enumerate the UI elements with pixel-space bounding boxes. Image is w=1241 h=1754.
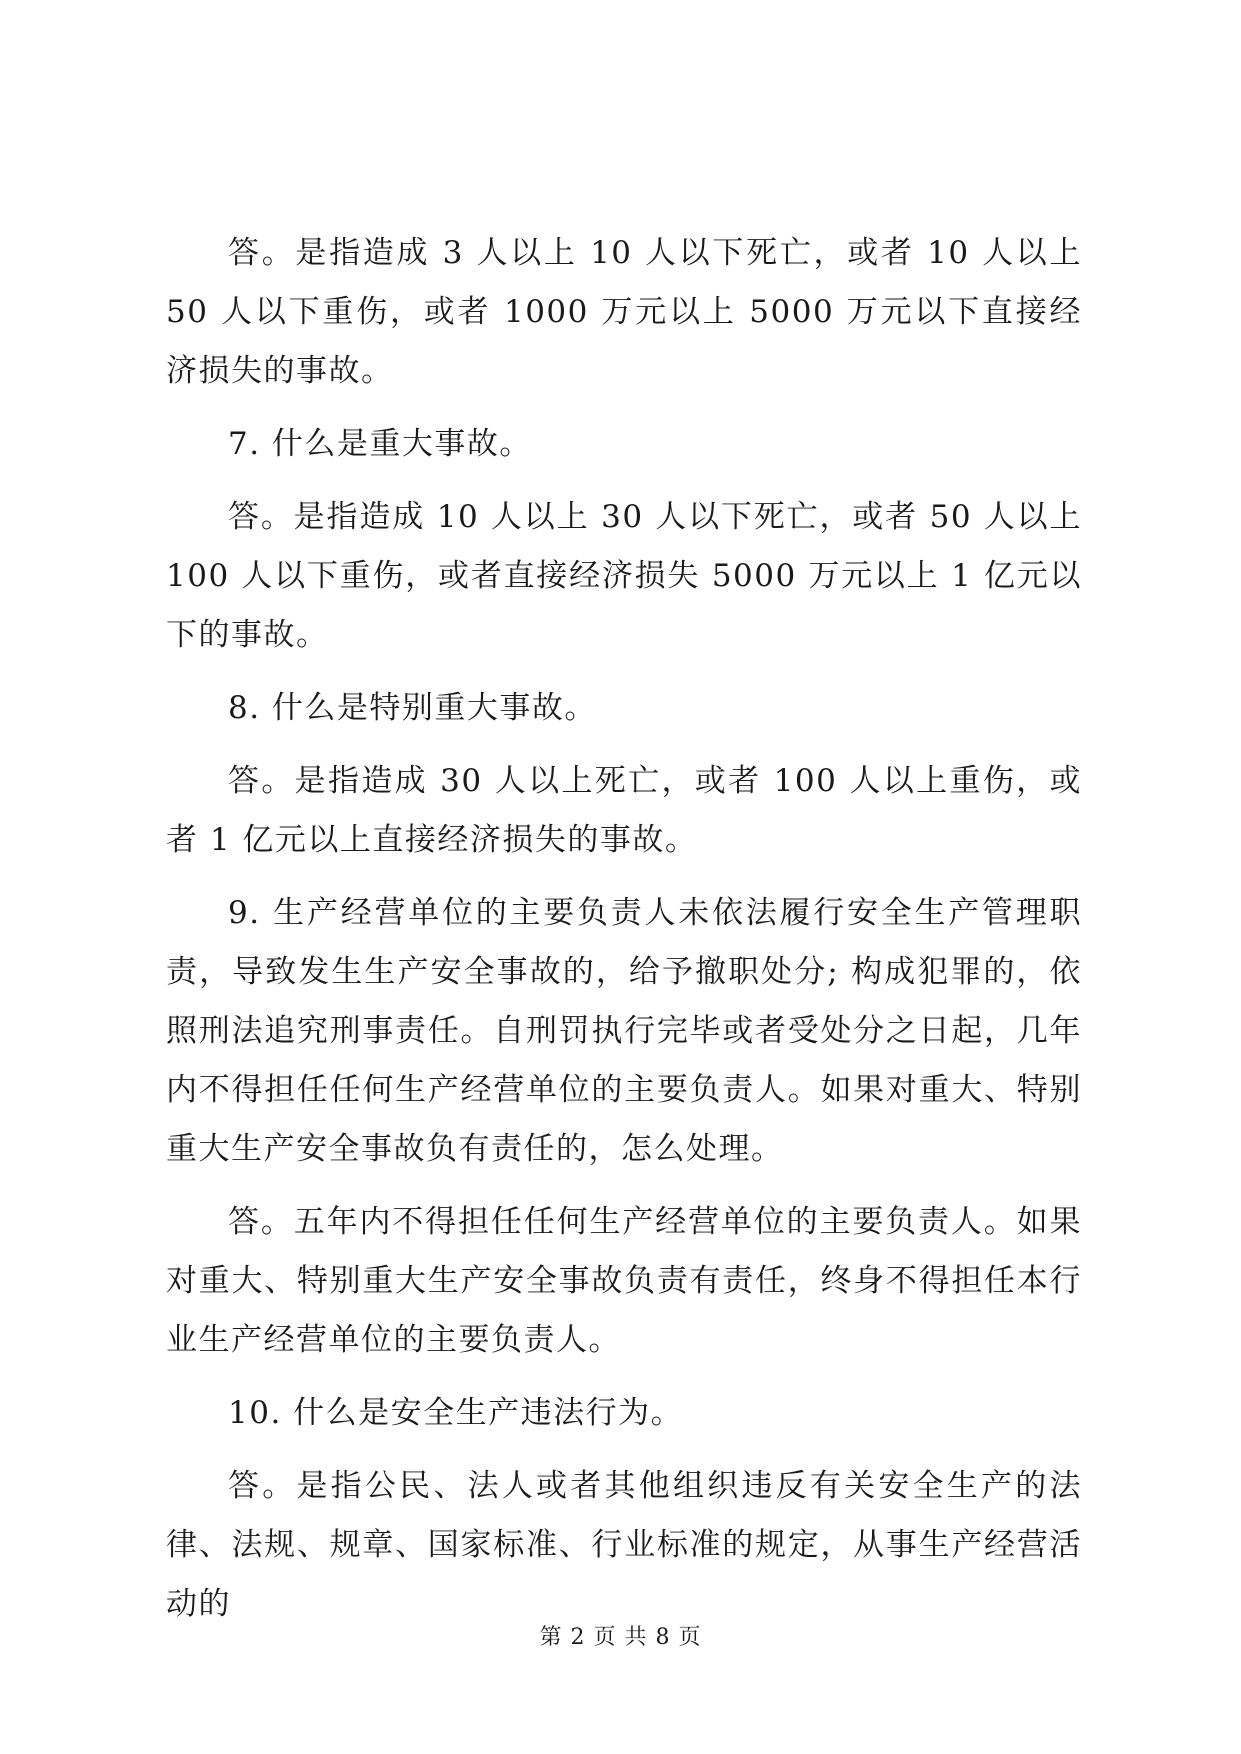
paragraph-answer-8: 答。是指造成 30 人以上死亡，或者 100 人以上重伤，或者 1 亿元以上直接经济损失的事故。 [166, 763, 1082, 858]
paragraph-question-8: 8. 什么是特别重大事故。 [228, 690, 597, 726]
paragraph-answer-10: 答。是指公民、法人或者其他组织违反有关安全生产的法律、法规、规章、国家标准、行业标准的规定，从事生产经营活动的 [166, 1468, 1082, 1622]
paragraph-answer-6: 答。是指造成 3 人以上 10 人以下死亡，或者 10 人以上 50 人以下重伤，或者 1000 万元以上 5000 万元以下直接经济损失的事故。 [166, 235, 1082, 389]
paragraph-question-9: 9. 生产经营单位的主要负责人未依法履行安全生产管理职责，导致发生生产安全事故的，给予撤职处分; 构成犯罪的，依照刑法追究刑事责任。自刑罚执行完毕或者受处分之日起，几年内不得担任任何生产经营单位的主要负责人。如果对重大、特别重大生产安全事故负有责任的，怎么处理。 [166, 895, 1082, 1167]
paragraph-question-7: 7. 什么是重大事故。 [228, 426, 532, 462]
paragraph-question-10: 10. 什么是安全生产违法行为。 [228, 1395, 684, 1431]
paragraph-answer-7: 答。是指造成 10 人以上 30 人以下死亡，或者 50 人以上 100 人以下重伤，或者直接经济损失 5000 万元以上 1 亿元以下的事故。 [166, 499, 1082, 653]
paragraph-answer-9: 答。五年内不得担任任何生产经营单位的主要负责人。如果对重大、特别重大生产安全事故负责有责任，终身不得担任本行业生产经营单位的主要负责人。 [166, 1204, 1082, 1358]
document-body [166, 224, 1082, 1634]
page-number-footer: 第 2 页 共 8 页 [539, 1625, 702, 1650]
